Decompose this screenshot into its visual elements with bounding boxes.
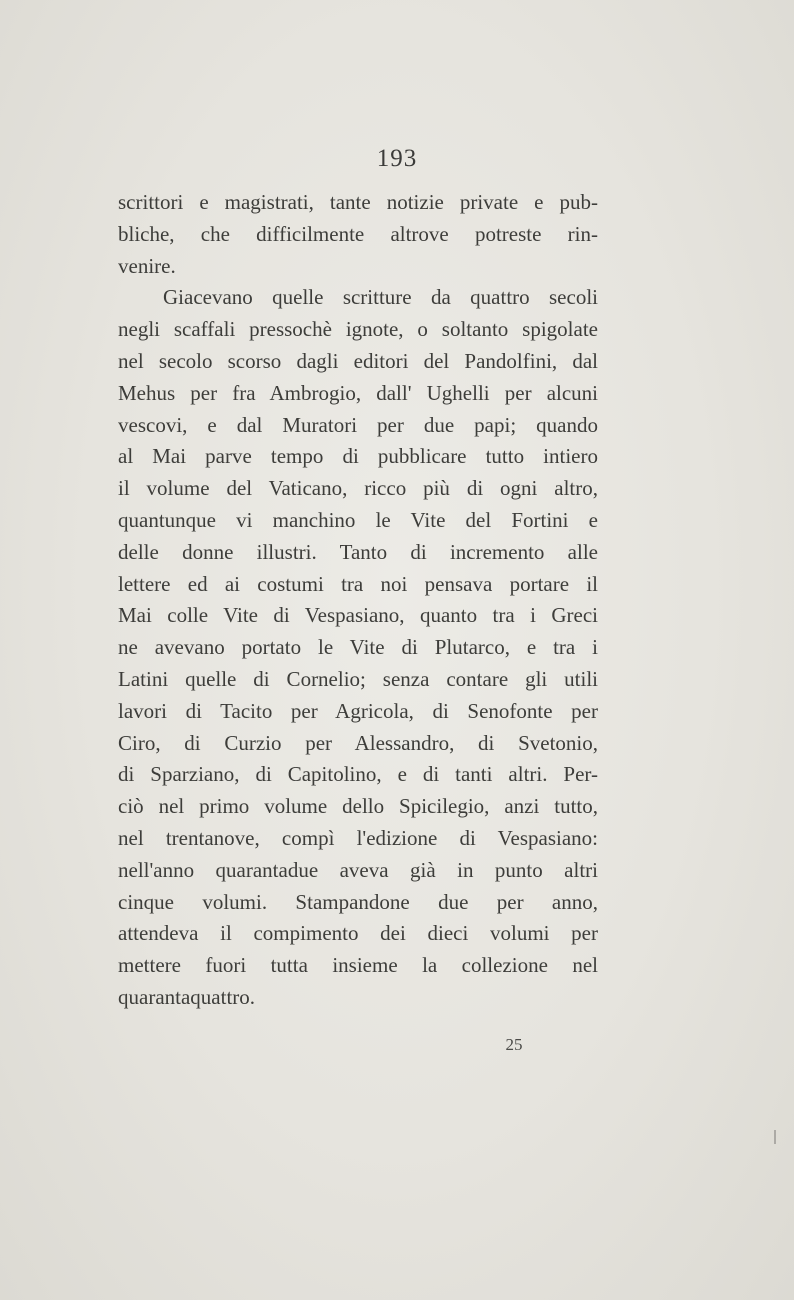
text-line: di Sparziano, di Capitolino, e di tanti altri. Per- <box>118 762 598 787</box>
text-line: nel trentanove, compì l'edizione di Vespasiano: <box>118 825 598 850</box>
page-number: 193 <box>376 145 418 172</box>
text-line: ne avevano portato le Vite di Plutarco, e tra i <box>118 635 598 660</box>
text-line: Latini quelle di Cornelio; senza contare gli utili <box>118 666 598 691</box>
body-text <box>118 187 598 1014</box>
text-line: quantunque vi manchino le Vite del Fortini e <box>118 507 598 532</box>
signature-mark <box>0 1035 794 1055</box>
text-line: bliche, che difficilmente altrove potreste rin- <box>118 221 598 246</box>
text-line: negli scaffali pressochè ignote, o soltanto spigolate <box>118 317 598 342</box>
text-line: mettere fuori tutta insieme la collezione nel <box>118 953 598 978</box>
text-line: nel secolo scorso dagli editori del Pandolfini, dal <box>118 348 598 373</box>
text-line: lavori di Tacito per Agricola, di Senofonte per <box>118 698 598 723</box>
text-line: vescovi, e dal Muratori per due papi; quando <box>118 412 598 437</box>
signature-number: 25 <box>505 1035 523 1054</box>
text-line: il volume del Vaticano, ricco più di ogni altro, <box>118 476 598 501</box>
text-line: ciò nel primo volume dello Spicilegio, anzi tutto, <box>118 794 598 819</box>
text-line: Mai colle Vite di Vespasiano, quanto tra i Greci <box>118 603 598 628</box>
text-line: venire. <box>118 253 176 278</box>
text-line: al Mai parve tempo di pubblicare tutto intiero <box>118 444 598 469</box>
text-line: Giacevano quelle scritture da quattro secoli <box>163 285 598 310</box>
text-line: nell'anno quarantadue aveva già in punto altri <box>118 857 598 882</box>
text-line: Ciro, di Curzio per Alessandro, di Svetonio, <box>118 730 598 755</box>
text-line: lettere ed ai costumi tra noi pensava portare il <box>118 571 598 596</box>
text-line: cinque volumi. Stampandone due per anno, <box>118 889 598 914</box>
text-line: quarantaquattro. <box>118 984 256 1009</box>
text-line: Mehus per fra Ambrogio, dall' Ughelli per alcuni <box>118 380 598 405</box>
paper-blemish <box>774 1130 776 1144</box>
text-line: attendeva il compimento dei dieci volumi per <box>118 921 598 946</box>
text-line: scrittori e magistrati, tante notizie private e pub- <box>118 190 598 214</box>
text-line: delle donne illustri. Tanto di incremento alle <box>118 539 598 564</box>
